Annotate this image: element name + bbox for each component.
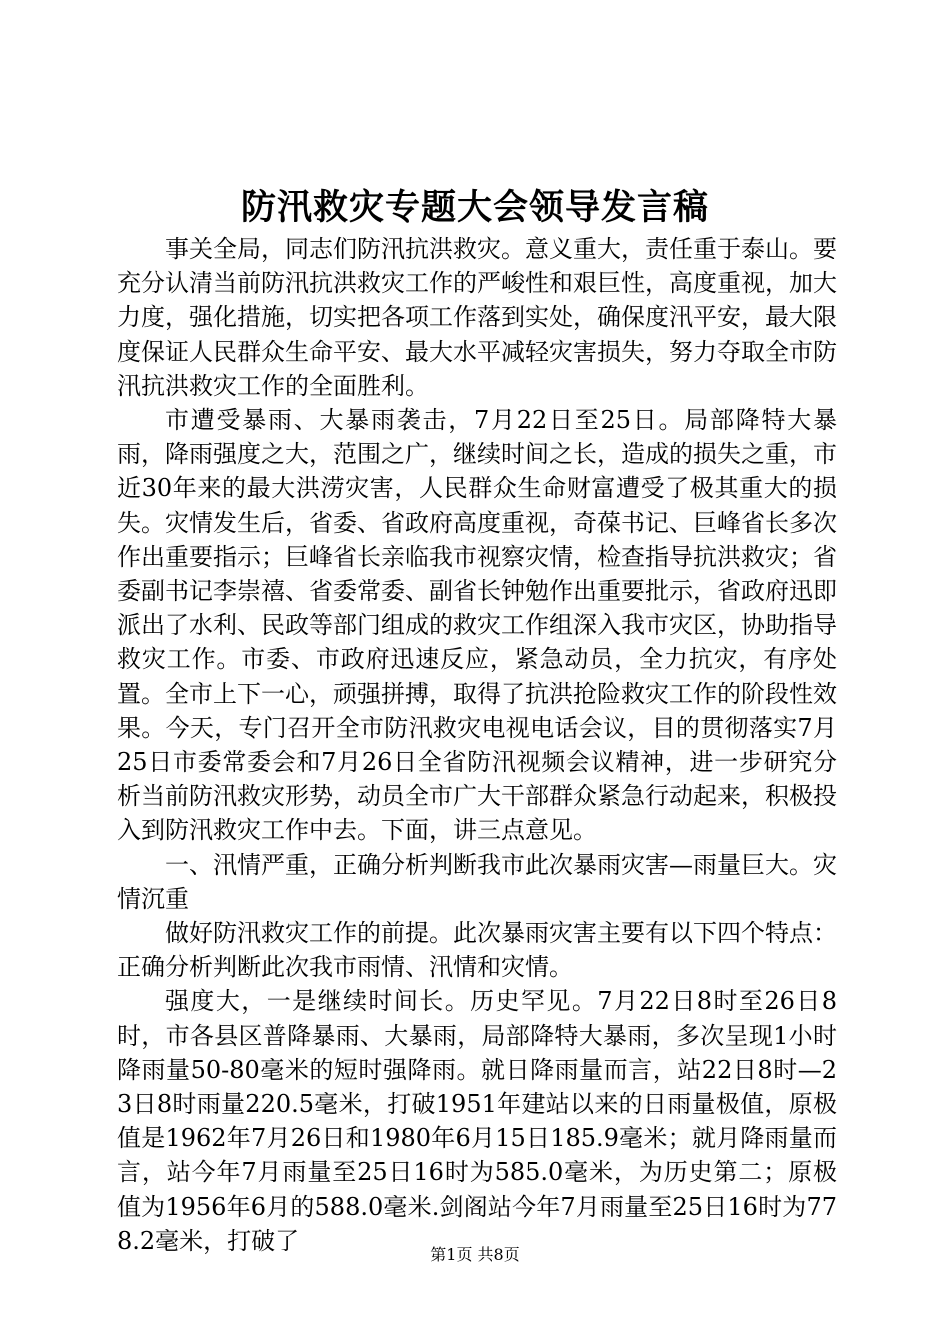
paragraph-premise: 做好防汛救灾工作的前提。此次暴雨灾害主要有以下四个特点：正确分析判断此次我市雨情、汛情和灾情。 (117, 919, 837, 982)
page-title: 防汛救灾专题大会领导发言稿 (240, 187, 709, 228)
document-body (117, 232, 837, 1258)
paragraph-rainfall: 强度大，一是继续时间长。历史罕见。7月22日8时至26日8时，市各县区普降暴雨、大暴雨，局部降特大暴雨，多次呈现1小时降雨量50-80毫米的短时强降雨。就日降雨量而言，站22日8时—23日8时雨量220.5毫米，打破1951年建站以来的日雨量极值，原极值是1962年7月26日和1980年6月15日185.9毫米；就月降雨量而言，站今年7月雨量至25日16时为585.0毫米，为历史第二；原极值为1956年6月的588.0毫米.剑阁站今年7月雨量至25日16时为778.2毫米，打破了 (117, 987, 837, 1255)
paragraph-intro: 事关全局，同志们防汛抗洪救灾。意义重大，责任重于泰山。要充分认清当前防汛抗洪救灾工作的严峻性和艰巨性，高度重视，加大力度，强化措施，切实把各项工作落到实处，确保度汛平安，最大限度保证人民群众生命平安、最大水平减轻灾害损失，努力夺取全市防汛抗洪救灾工作的全面胜利。 (117, 235, 837, 400)
section-heading-1: 一、汛情严重，正确分析判断我市此次暴雨灾害—雨量巨大。灾情沉重 (117, 850, 837, 913)
paragraph-background: 市遭受暴雨、大暴雨袭击，7月22日至25日。局部降特大暴雨，降雨强度之大，范围之广，继续时间之长，造成的损失之重，市近30年来的最大洪涝灾害，人民群众生命财富遭受了极其重大的损失。灾情发生后，省委、省政府高度重视，奇葆书记、巨峰省长多次作出重要指示；巨峰省长亲临我市视察灾情，检查指导抗洪救灾；省委副书记李崇禧、省委常委、副省长钟勉作出重要批示，省政府迅即派出了水利、民政等部门组成的救灾工作组深入我市灾区，协助指导救灾工作。市委、市政府迅速反应，紧急动员，全力抗灾，有序处置。全市上下一心，顽强拼搏，取得了抗洪抢险救灾工作的阶段性效果。今天，专门召开全市防汛救灾电视电话会议，目的贯彻落实7月25日市委常委会和7月26日全省防汛视频会议精神，进一步研究分析当前防汛救灾形势，动员全市广大干部群众紧急行动起来，积极投入到防汛救灾工作中去。下面，讲三点意见。 (117, 406, 837, 845)
page-footer: 第1页 共8页 (430, 1245, 520, 1264)
